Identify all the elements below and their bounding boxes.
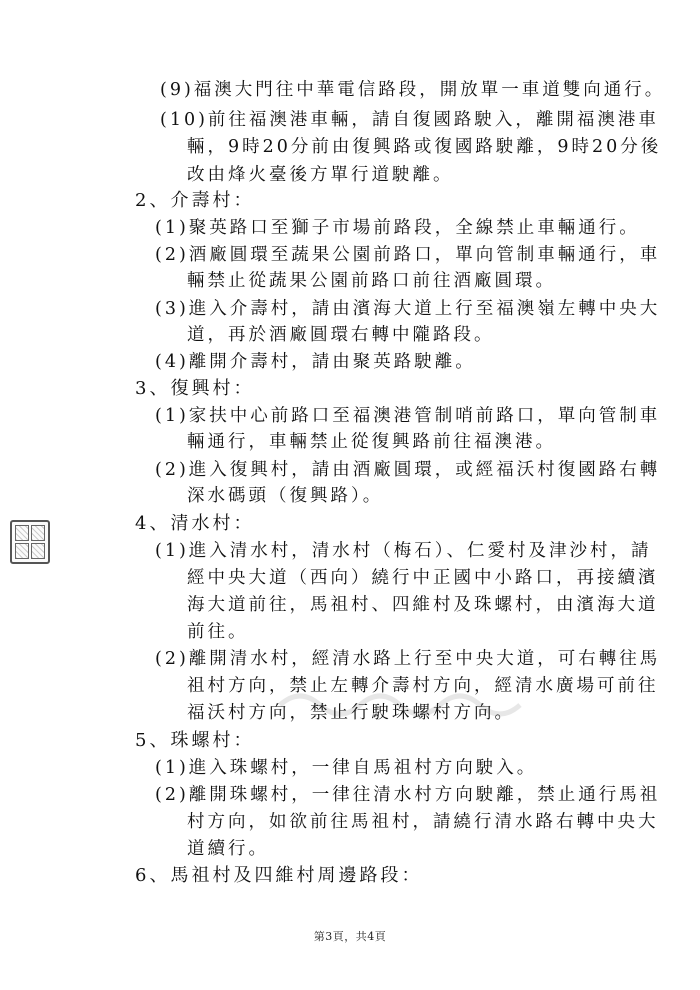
clause-line: 前往。 [187,622,249,642]
clause-line: (10)前往福澳港車輛，請自復國路駛入，離開福澳港車 [160,110,659,130]
section-heading: 3、復興村： [135,378,255,399]
section-heading: 4、清水村： [135,513,255,534]
clause-line: (1)家扶中心前路口至福澳港管制哨前路口，單向管制車 [155,406,661,426]
page-number: 第3頁，共4頁 [313,930,387,943]
clause-line: 道續行。 [187,839,269,859]
clause-line: 輛，9時20分前由復興路或復國路駛離，9時20分後 [187,137,662,157]
clause-line: 經中央大道（西向）繞行中正國中小路口，再接續濱 [187,568,659,588]
clause-line: (4)離開介壽村，請由聚英路駛離。 [155,352,476,372]
section-heading: 2、介壽村： [135,190,255,211]
clause-line: 深水碼頭（復興路）。 [187,486,384,506]
clause-line: 改由烽火臺後方單行道駛離。 [187,165,454,185]
clause-line: 道，再於酒廠圓環右轉中隴路段。 [187,325,495,345]
clause-line: (1)進入清水村，清水村（梅石）、仁愛村及津沙村，請 [155,541,652,561]
clause-line: 輛通行，車輛禁止從復興路前往福澳港。 [187,432,556,452]
faint-watermark [275,680,545,720]
clause-line: (2)酒廠圓環至蔬果公園前路口，單向管制車輛通行，車 [155,245,661,265]
clause-line: 海大道前往，馬祖村、四維村及珠螺村，由濱海大道 [187,595,659,615]
clause-line: (2)離開珠螺村，一律往清水村方向駛離，禁止通行馬祖 [155,785,661,805]
clause-line: (1)進入珠螺村，一律自馬祖村方向駛入。 [155,758,538,778]
seal-stamp [10,520,50,564]
clause-line: (3)進入介壽村，請由濱海大道上行至福澳嶺左轉中央大 [155,299,661,319]
clause-line: 福沃村方向，禁止行駛珠螺村方向。 [187,703,515,723]
clause-line: 祖村方向，禁止左轉介壽村方向，經清水廣場可前往 [187,676,659,696]
clause-line: (1)聚英路口至獅子市場前路段，全線禁止車輛通行。 [155,218,640,238]
section-heading: 5、珠螺村： [135,730,255,751]
clause-line: 村方向，如欲前往馬祖村，請繞行清水路右轉中央大 [187,812,659,832]
clause-line: (2)離開清水村，經清水路上行至中央大道，可右轉往馬 [155,649,661,669]
section-heading: 6、馬祖村及四維村周邊路段： [135,865,423,886]
clause-line: 輛禁止從蔬果公園前路口前往酒廠圓環。 [187,271,556,291]
clause-line: (9)福澳大門往中華電信路段，開放單一車道雙向通行。 [160,80,666,100]
clause-line: (2)進入復興村，請由酒廠圓環，或經福沃村復國路右轉 [155,460,661,480]
